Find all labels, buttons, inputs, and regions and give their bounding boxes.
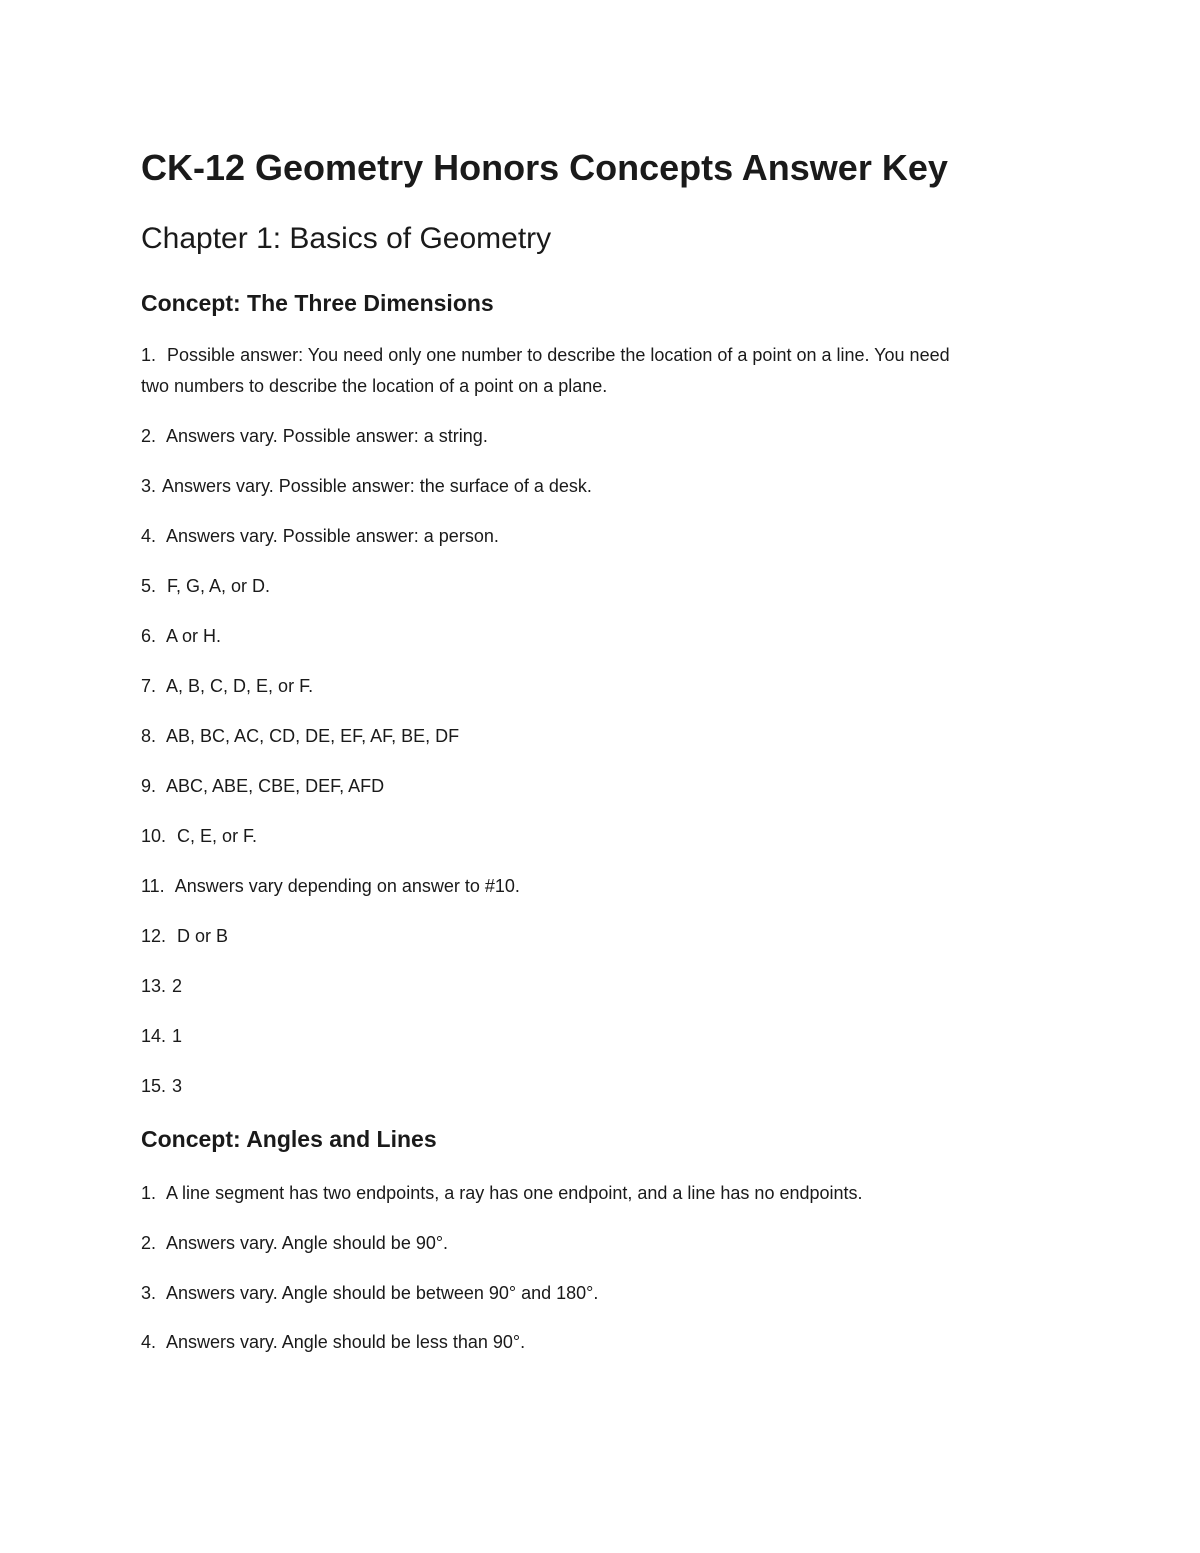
answer-text: Possible answer: You need only one number to describe the location of a point on a line. You need [167,345,950,365]
answer-text: A line segment has two endpoints, a ray has one endpoint, and a line has no endpoints. [166,1183,863,1203]
answer-number: 10. [141,826,167,846]
answer-number: 14. [141,1026,167,1046]
answer-item [141,1021,182,1052]
answer-item [141,671,313,702]
answer-number: 1. [141,345,157,365]
answer-number: 7. [141,676,157,696]
answer-text: two numbers to describe the location of a point on a plane. [141,376,608,396]
answer-number: 12. [141,926,167,946]
answer-text: 2 [172,976,183,996]
answer-text: Answers vary depending on answer to #10. [174,876,520,896]
answer-number: 1. [141,1183,157,1203]
concept-heading-three-dimensions: Concept: The Three Dimensions [141,290,494,316]
answer-number: 3. [141,476,157,496]
answer-text: D or B [177,926,229,946]
answer-item [141,571,270,602]
document-title: CK-12 Geometry Honors Concepts Answer Key [141,147,948,188]
answer-text: Answers vary. Possible answer: the surface of a desk. [162,476,592,496]
answer-item [141,471,592,502]
answer-number: 13. [141,976,167,996]
answer-number: 9. [141,776,157,796]
answer-item [141,621,221,652]
answer-text: F, G, A, or D. [167,576,271,596]
answer-number: 6. [141,626,157,646]
answer-text: A, B, C, D, E, or F. [166,676,314,696]
answer-text: 3 [172,1076,183,1096]
answer-text: ABC, ABE, CBE, DEF, AFD [166,776,385,796]
answer-number: 2. [141,1233,157,1253]
chapter-title: Chapter 1: Basics of Geometry [141,222,552,255]
answer-number: 4. [141,1332,157,1352]
answer-item [141,721,459,752]
answer-item [141,521,499,552]
answer-number: 15. [141,1076,167,1096]
answer-item [141,821,257,852]
answer-text: A or H. [166,626,222,646]
concept-heading-angles-and-lines: Concept: Angles and Lines [141,1126,437,1152]
answer-item [141,1178,863,1209]
answer-item [141,1327,525,1358]
answer-text: 1 [172,1026,183,1046]
answer-item [141,1278,598,1309]
answer-text: Answers vary. Possible answer: a string. [166,426,488,446]
answer-item [141,971,182,1002]
answer-item [141,340,950,371]
answer-number: 5. [141,576,157,596]
answer-number: 4. [141,526,157,546]
answer-item [141,1071,182,1102]
answer-number: 2. [141,426,157,446]
answer-number: 8. [141,726,157,746]
answer-number: 3. [141,1283,157,1303]
answer-item [141,921,228,952]
answer-item [141,421,488,452]
answer-item-continuation [141,371,607,402]
answer-text: Answers vary. Angle should be 90°. [166,1233,449,1253]
answer-text: AB, BC, AC, CD, DE, EF, AF, BE, DF [166,726,460,746]
answer-item [141,771,384,802]
answer-number: 11. [141,876,165,896]
answer-text: Answers vary. Angle should be between 90° and 180°. [166,1283,599,1303]
answer-item [141,1228,448,1259]
answer-item [141,871,520,902]
answer-text: C, E, or F. [177,826,258,846]
answer-text: Answers vary. Possible answer: a person. [166,526,499,546]
answer-text: Answers vary. Angle should be less than 90°. [166,1332,526,1352]
